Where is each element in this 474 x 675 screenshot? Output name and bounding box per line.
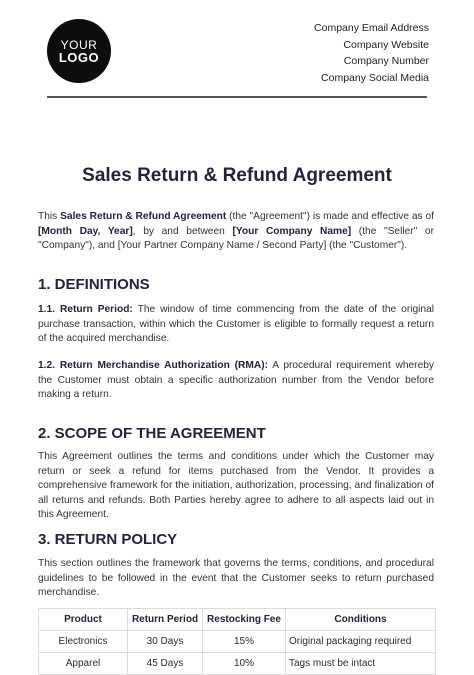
table-row <box>39 631 436 653</box>
logo-line-2: LOGO <box>58 49 100 65</box>
cell-product: Apparel <box>39 653 128 675</box>
company-email: Company Email Address <box>314 22 429 34</box>
column-header-product: Product <box>39 609 128 631</box>
column-header-return-period: Return Period <box>128 609 203 631</box>
return-policy-table <box>38 608 436 675</box>
column-header-restocking-fee: Restocking Fee <box>203 609 286 631</box>
cell-conditions: Original packaging required <box>286 631 436 653</box>
cell-restocking-fee: 15% <box>203 631 286 653</box>
header-divider <box>47 96 427 98</box>
cell-conditions: Tags must be intact <box>286 653 436 675</box>
cell-return-period: 30 Days <box>128 631 203 653</box>
section-2-heading: 2. SCOPE OF THE AGREEMENT <box>38 425 266 442</box>
logo-line-1: YOUR <box>60 37 98 52</box>
table-row <box>39 653 436 675</box>
section-1-heading: 1. DEFINITIONS <box>38 276 150 293</box>
cell-restocking-fee: 10% <box>203 653 286 675</box>
definition-return-period: 1.1. Return Period: The window of time commencing from the date of the original purchase transaction, within which the Customer is eligible to formally request a return of the acquired merchandise. <box>38 304 435 344</box>
scope-paragraph: This Agreement outlines the terms and conditions under which the Customer may return or seek a refund for items purchased from the Vendor. It provides a comprehensive framework for the initiation, authorization, processing, and finalization of all returns and refunds. Both Parties hereby agree to adhere to all aspects laid out in this Agreement. <box>38 451 434 520</box>
cell-return-period: 45 Days <box>128 653 203 675</box>
company-logo <box>47 19 111 83</box>
definition-rma: 1.2. Return Merchandise Authorization (RMA): A procedural requirement whereby the Customer must obtain a specific authorization number from the Vendor before making a return. <box>38 360 434 400</box>
company-contact-block <box>314 20 429 86</box>
company-social-media: Company Social Media <box>321 71 429 84</box>
cell-product: Electronics <box>39 631 128 653</box>
company-website: Company Website <box>343 38 429 51</box>
company-number: Company Number <box>343 55 429 67</box>
column-header-conditions: Conditions <box>286 609 436 631</box>
return-policy-paragraph: This section outlines the framework that governs the terms, conditions, and procedural guidelines to be followed in the event that the Customer seeks to return purchased merchandise. <box>38 558 434 598</box>
document-title: Sales Return & Refund Agreement <box>82 165 392 186</box>
intro-paragraph: This Sales Return & Refund Agreement (the "Agreement") is made and effective as of [Month Day, Year], by and between [Your Company Name] (the "Seller" or "Company"), and [Your Partner Company Name / Second Party] (the "Customer"). <box>38 211 434 251</box>
section-3-heading: 3. RETURN POLICY <box>38 531 178 548</box>
table-header-row <box>39 609 436 631</box>
